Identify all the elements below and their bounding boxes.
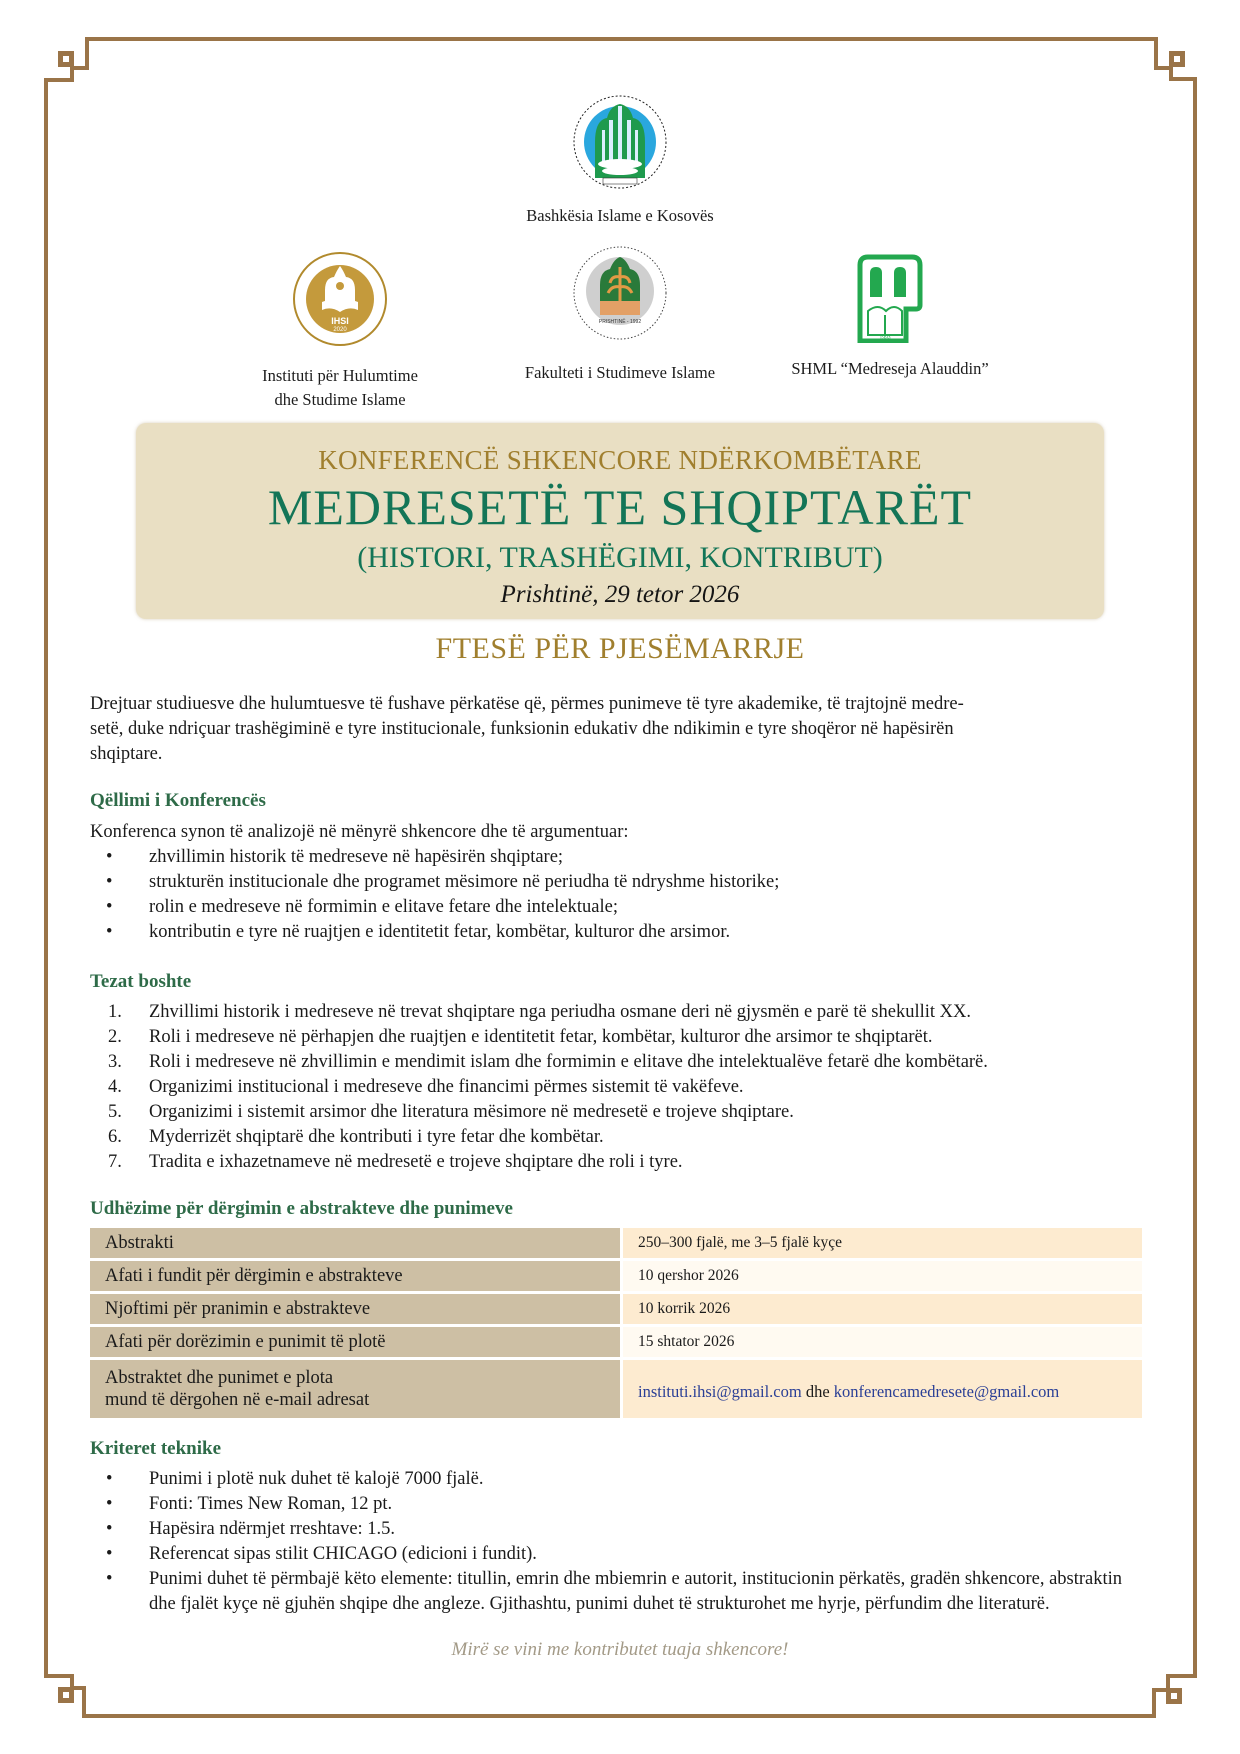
list-item: • rolin e medreseve në formimin e elitave fetare dhe intelektuale; [90,895,1150,920]
logo-caption-ihsi-line1: Instituti për Hulumtime [262,366,418,385]
title-banner [136,423,1104,619]
logo-faculty [500,243,740,385]
table-value: 10 korrik 2026 [623,1294,1142,1324]
frame-top-edge [85,37,1158,41]
table-row [90,1294,1142,1324]
logo-ihsi [230,250,450,412]
list-item: • Punimi i plotë nuk duhet të kalojë 7000 fjalë. [90,1467,1150,1492]
ihsi-institute-logo-icon [289,250,391,348]
goal-lead: Konferenca synon të analizojë në mënyrë shkencore dhe të argumentuar: [90,822,629,842]
guidelines-heading: Udhëzime për dërgimin e abstrakteve dhe punimeve [90,1198,513,1219]
bullet-icon: • [106,1569,113,1589]
intro-line: shqiptare. [90,744,163,764]
intro-line: setë, duke ndriçuar trashëgiminë e tyre institucionale, funksionin edukativ dhe ndikimin e tyre shoqëror në hapësirën [90,719,954,739]
list-item: 4. Organizimi institucional i medreseve dhe financimi përmes sistemit të vakëfeve. [108,1077,744,1097]
list-item: 3. Roli i medreseve në zhvillimin e mendimit islam dhe formimin e elitave dhe intelektualëve fetarë dhe kombëtarë. [108,1052,988,1072]
technical-heading: Kriteret teknike [90,1438,222,1459]
faculty-islamic-studies-logo-icon [570,243,670,343]
list-item: 5. Organizimi i sistemit arsimor dhe literatura mësimore në medresetë e trojeve shqiptare. [108,1102,794,1122]
table-value: 10 qershor 2026 [623,1261,1142,1291]
table-label: Afati i fundit për dërgimin e abstrakteve [90,1261,620,1291]
guidelines-table [90,1228,1142,1421]
goal-heading: Qëllimi i Konferencës [90,790,266,811]
goal-list [90,845,1150,945]
bullet-icon: • [106,1494,113,1514]
intro-paragraph [90,692,1140,767]
table-label: Abstraktet dhe punimet e plota mund të dërgohen në e-mail adresat [90,1360,620,1418]
logo-caption-medreseja: SHML “Medreseja Alauddin” [791,359,989,378]
invite-heading: FTESË PËR PJESËMARRJE [435,632,805,665]
list-item: • kontributin e tyre në ruajtjen e identitetit fetar, kombëtar, kulturor dhe arsimor. [90,920,1150,945]
conference-date: Prishtinë, 29 tetor 2026 [500,581,740,608]
list-item: • Fonti: Times New Roman, 12 pt. [90,1492,1150,1517]
frame-right-edge [1193,77,1197,1677]
list-item: 2. Roli i medreseve në përhapjen dhe ruajtjen e identitetit fetar, kombëtar, kulturor dhe arsimor te shqiptarët. [108,1027,933,1047]
logo-medreseja-alauddin [770,253,1010,381]
table-value-emails: instituti.ihsi@gmail.com dhe konferencamedresete@gmail.com [623,1360,1142,1418]
list-item: 1. Zhvillimi historik i medreseve në trevat shqiptare nga periudha osmane deri në gjysmën e parë të shekullit XX. [108,1002,971,1022]
frame-left-edge [44,78,48,1678]
svg-text:2020: 2020 [333,327,347,333]
conference-title: MEDRESETË TE SHQIPTARËT [267,479,973,535]
list-item: • Referencat sipas stilit CHICAGO (edicioni i fundit). [90,1542,1150,1567]
bullet-icon: • [106,897,113,917]
list-item: 6. Myderrizët shqiptarë dhe kontributi i tyre fetar dhe kombëtar. [108,1127,604,1147]
frame-corner-knot-tl [58,51,74,67]
table-value: 15 shtator 2026 [623,1327,1142,1357]
logo-caption-ihsi-line2: dhe Studime Islame [274,390,406,409]
list-item: • strukturën institucionale dhe programet mësimore në periudha të ndryshme historike; [90,870,1150,895]
bullet-icon: • [106,1519,113,1539]
table-label: Njoftimi për pranimin e abstrakteve [90,1294,620,1324]
closing-line: Mirë se vini me kontributet tuaja shkencore! [451,1639,789,1660]
logo-caption-faculty: Fakulteti i Studimeve Islame [524,363,716,382]
svg-text:PRISHTINË - 1992: PRISHTINË - 1992 [598,319,642,325]
theses-list [90,1000,1150,1175]
logo-islamic-community [470,92,770,228]
list-item: • Punimi duhet të përmbajë këto elemente: titullin, emrin dhe mbiemrin e autorit, institucionin përkatës, gradën shkencore, abstraktin dhe fjalët kyçe në gjuhën shqipe dhe angleze. Gjithashtu, punimi duhet të strukturohet me hyrje, përfundim dhe literaturë. [106,1569,1123,1614]
theses-heading: Tezat boshte [90,971,192,992]
frame-corner-knot-tr [1169,51,1185,67]
list-item: • Hapësira ndërmjet rreshtave: 1.5. [90,1517,1150,1542]
svg-text:IHSI: IHSI [331,316,349,326]
bullet-icon: • [106,847,113,867]
table-row [90,1228,1142,1258]
table-value: 250–300 fjalë, me 3–5 fjalë kyçe [623,1228,1142,1258]
medreseja-alauddin-logo-icon [856,253,924,343]
bullet-icon: • [106,872,113,892]
bullet-icon: • [106,1469,113,1489]
intro-line: Drejtuar studiuesve dhe hulumtuesve të fushave përkatëse që, përmes punimeve të tyre akademike, të trajtojnë medre- [90,694,964,714]
list-item: • zhvillimin historik të medreseve në hapësirën shqiptare; [90,845,1150,870]
table-row [90,1327,1142,1357]
bullet-icon: • [106,1544,113,1564]
table-row [90,1261,1142,1291]
conference-type: KONFERENCË SHKENCORE NDËRKOMBËTARE [318,445,922,475]
svg-text:1993: 1993 [879,335,891,341]
conference-subtitle: (HISTORI, TRASHËGIMI, KONTRIBUT) [357,541,883,574]
islamic-community-kosovo-logo-icon [565,92,675,192]
frame-bottom-edge [82,1714,1155,1718]
table-label: Afati për dorëzimin e punimit të plotë [90,1327,620,1357]
table-row-emails [90,1360,1142,1418]
list-item: 7. Tradita e ixhazetnameve në medresetë e trojeve shqiptare dhe roli i tyre. [108,1152,683,1172]
email-link-conference[interactable]: konferencamedresete@gmail.com [833,1382,1060,1401]
table-label: Abstrakti [90,1228,620,1258]
logo-caption-islamic-community: Bashkësia Islame e Kosovës [526,206,714,225]
technical-list [90,1467,1150,1617]
bullet-icon: • [106,922,113,942]
email-link-ihsi[interactable]: instituti.ihsi@gmail.com [638,1382,802,1401]
